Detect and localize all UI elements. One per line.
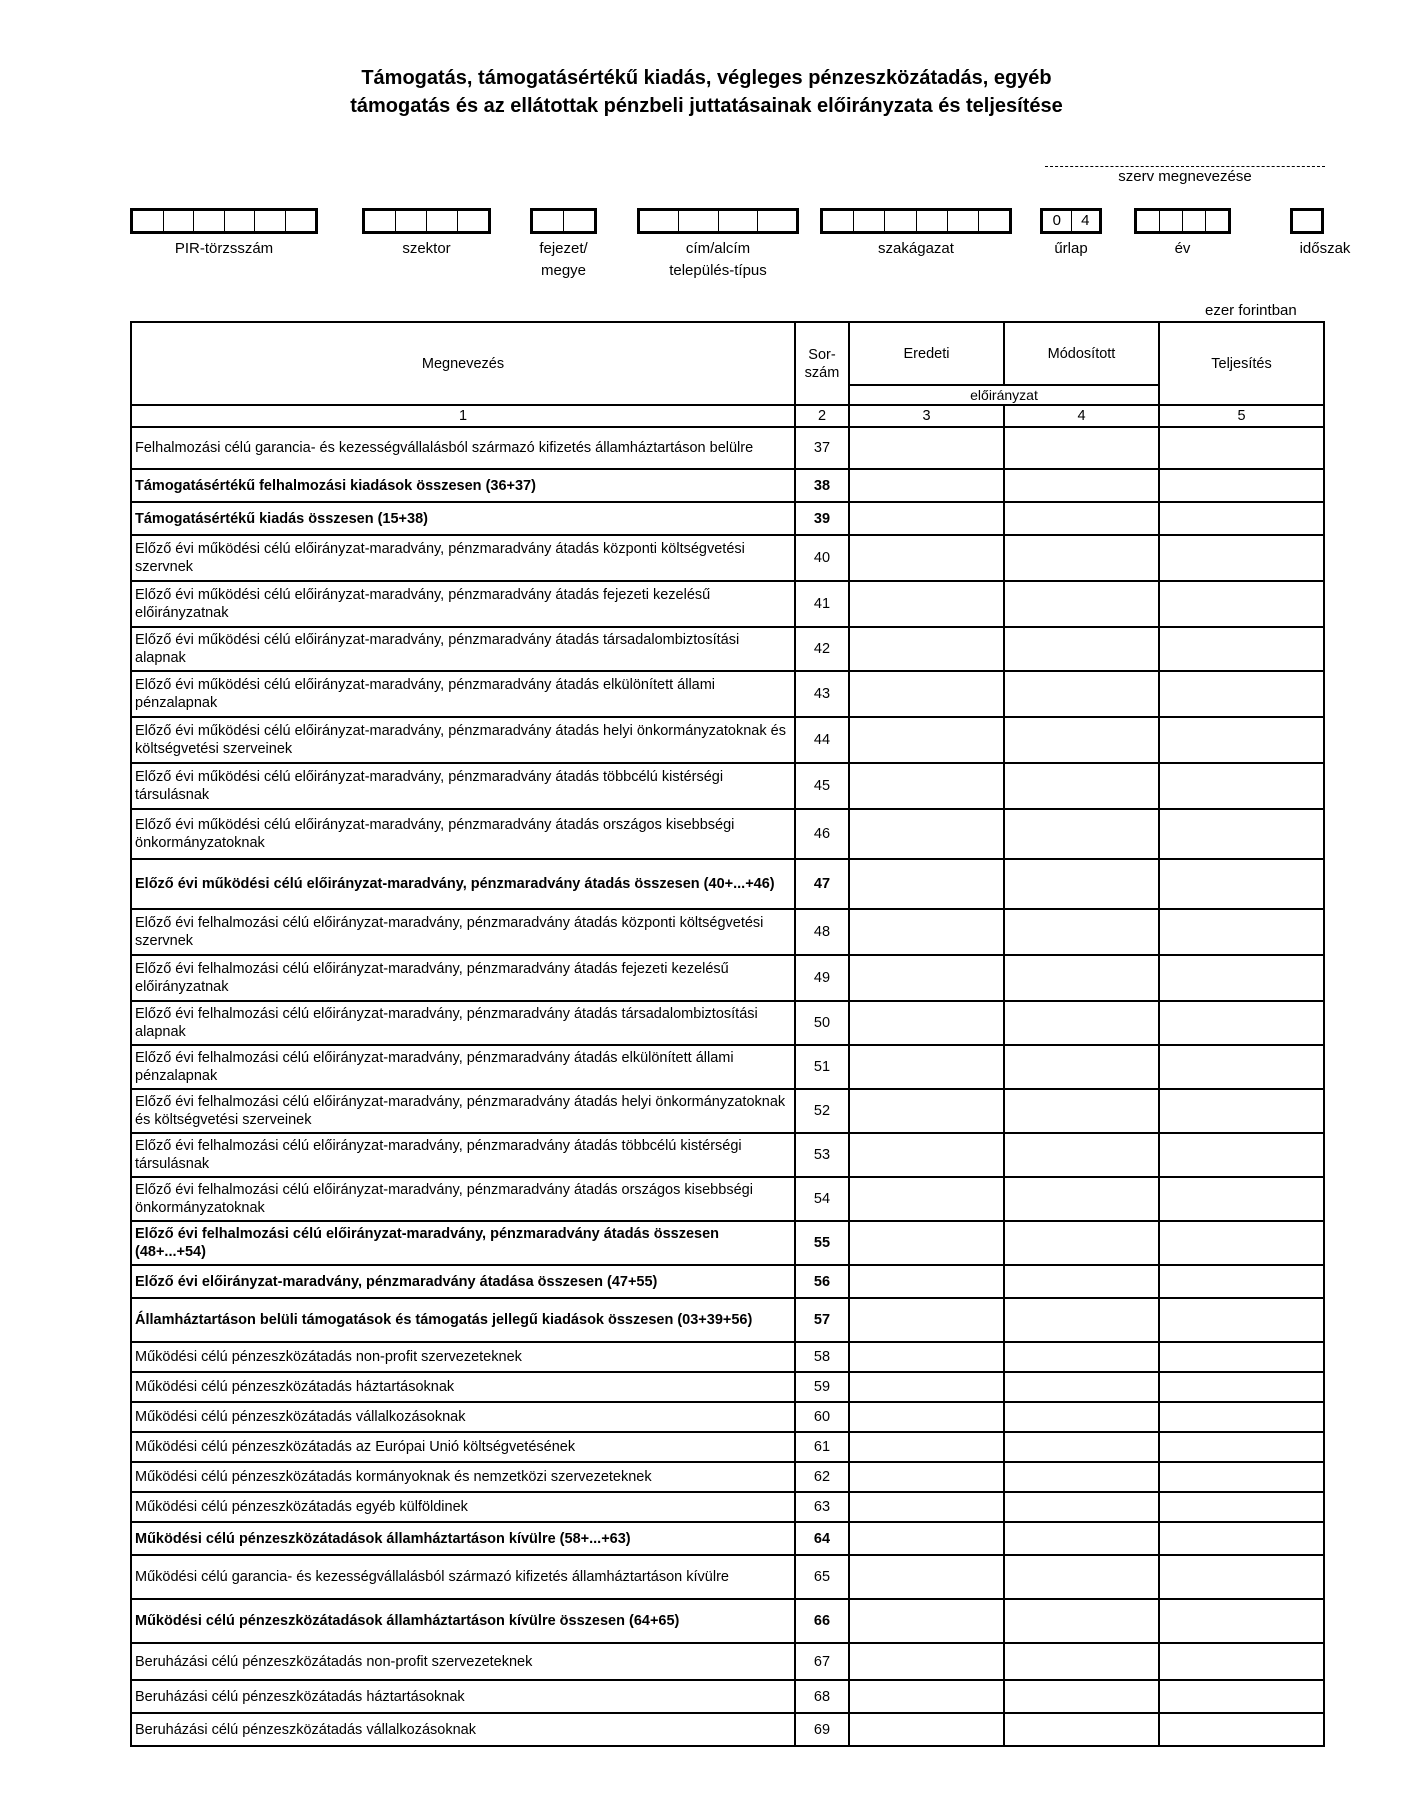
value-cell-teljesites[interactable] bbox=[1159, 955, 1324, 1001]
row-number: 47 bbox=[795, 859, 849, 909]
table-row bbox=[131, 427, 1324, 469]
col-number-3: 3 bbox=[849, 405, 1004, 427]
table-row bbox=[131, 469, 1324, 502]
col-number-5: 5 bbox=[1159, 405, 1324, 427]
header-eredeti: Eredeti bbox=[849, 322, 1004, 385]
value-cell-eredeti[interactable] bbox=[849, 1432, 1004, 1462]
value-cell-teljesites[interactable] bbox=[1159, 1342, 1324, 1372]
value-cell-teljesites[interactable] bbox=[1159, 1492, 1324, 1522]
table-row bbox=[131, 909, 1324, 955]
value-cell-eredeti[interactable] bbox=[849, 1643, 1004, 1680]
value-cell-eredeti[interactable] bbox=[849, 955, 1004, 1001]
table-row bbox=[131, 671, 1324, 717]
row-number: 58 bbox=[795, 1342, 849, 1372]
value-cell-eredeti[interactable] bbox=[849, 1555, 1004, 1599]
row-number: 68 bbox=[795, 1680, 849, 1713]
value-cell-modositott[interactable] bbox=[1004, 1462, 1159, 1492]
form-title-line-2: támogatás és az ellátottak pénzbeli juttatásainak előirányzata és teljesítése bbox=[350, 95, 1063, 117]
value-cell-eredeti[interactable] bbox=[849, 469, 1004, 502]
code-digit-cell[interactable] bbox=[1293, 211, 1321, 231]
row-description: Működési célú garancia- és kezességvállalásból származó kifizetés államháztartáson kívülre bbox=[131, 1555, 795, 1599]
value-cell-teljesites[interactable] bbox=[1159, 1221, 1324, 1265]
value-cell-modositott[interactable] bbox=[1004, 427, 1159, 469]
value-cell-teljesites[interactable] bbox=[1159, 1462, 1324, 1492]
value-cell-modositott[interactable] bbox=[1004, 955, 1159, 1001]
code-digit-cell[interactable] bbox=[948, 211, 979, 231]
value-cell-eredeti[interactable] bbox=[849, 717, 1004, 763]
row-description: Működési célú pénzeszközátadás egyéb külföldinek bbox=[131, 1492, 795, 1522]
value-cell-eredeti[interactable] bbox=[849, 1402, 1004, 1432]
value-cell-modositott[interactable] bbox=[1004, 1680, 1159, 1713]
code-digit-cell[interactable] bbox=[1206, 211, 1228, 231]
table-row bbox=[131, 1643, 1324, 1680]
row-description: Előző évi működési célú előirányzat-maradvány, pénzmaradvány átadás fejezeti kezelésű előirányzatnak bbox=[131, 581, 795, 627]
value-cell-teljesites[interactable] bbox=[1159, 1402, 1324, 1432]
row-number: 45 bbox=[795, 763, 849, 809]
code-digit-cell[interactable] bbox=[1160, 211, 1183, 231]
row-number: 43 bbox=[795, 671, 849, 717]
row-number: 42 bbox=[795, 627, 849, 671]
value-cell-eredeti[interactable] bbox=[849, 1089, 1004, 1133]
table-row bbox=[131, 1680, 1324, 1713]
value-cell-teljesites[interactable] bbox=[1159, 859, 1324, 909]
table-row bbox=[131, 1432, 1324, 1462]
value-cell-modositott[interactable] bbox=[1004, 1265, 1159, 1298]
row-number: 61 bbox=[795, 1432, 849, 1462]
row-number: 53 bbox=[795, 1133, 849, 1177]
code-label-2: szektor bbox=[402, 240, 451, 257]
row-description: Működési célú pénzeszközátadás kormányoknak és nemzetközi szervezeteknek bbox=[131, 1462, 795, 1492]
code-digit-cell[interactable] bbox=[640, 211, 679, 231]
row-description: Működési célú pénzeszközátadások államháztartáson kívülre (58+...+63) bbox=[131, 1522, 795, 1555]
row-description: Előző évi működési célú előirányzat-maradvány, pénzmaradvány átadás elkülönített állami pénzalapnak bbox=[131, 671, 795, 717]
table-row bbox=[131, 1402, 1324, 1432]
row-description: Támogatásértékű felhalmozási kiadások összesen (36+37) bbox=[131, 469, 795, 502]
value-cell-eredeti[interactable] bbox=[849, 763, 1004, 809]
row-number: 60 bbox=[795, 1402, 849, 1432]
unit-label: ezer forintban bbox=[1205, 302, 1297, 319]
value-cell-modositott[interactable] bbox=[1004, 1522, 1159, 1555]
value-cell-eredeti[interactable] bbox=[849, 581, 1004, 627]
table-row bbox=[131, 763, 1324, 809]
row-number: 49 bbox=[795, 955, 849, 1001]
col-number-2: 2 bbox=[795, 405, 849, 427]
row-description: Beruházási célú pénzeszközátadás vállalkozásoknak bbox=[131, 1713, 795, 1746]
value-cell-eredeti[interactable] bbox=[849, 671, 1004, 717]
row-number: 55 bbox=[795, 1221, 849, 1265]
row-description: Működési célú pénzeszközátadás az Európai Unió költségvetésének bbox=[131, 1432, 795, 1462]
table-row bbox=[131, 535, 1324, 581]
row-description: Előző évi működési célú előirányzat-maradvány, pénzmaradvány átadás társadalombiztosítási alapnak bbox=[131, 627, 795, 671]
value-cell-eredeti[interactable] bbox=[849, 627, 1004, 671]
value-cell-modositott[interactable] bbox=[1004, 809, 1159, 859]
code-digit-cell[interactable] bbox=[164, 211, 195, 231]
code-digit-cell[interactable] bbox=[823, 211, 854, 231]
value-cell-eredeti[interactable] bbox=[849, 1177, 1004, 1221]
value-cell-teljesites[interactable] bbox=[1159, 469, 1324, 502]
code-box-4[interactable] bbox=[637, 208, 799, 234]
org-name-label: szerv megnevezése bbox=[1118, 168, 1252, 185]
value-cell-teljesites[interactable] bbox=[1159, 1599, 1324, 1643]
code-box-2[interactable] bbox=[362, 208, 491, 234]
value-cell-modositott[interactable] bbox=[1004, 1298, 1159, 1342]
code-label-6: űrlap bbox=[1054, 240, 1088, 257]
code-label-4: cím/alcím település-típus bbox=[669, 240, 767, 279]
value-cell-modositott[interactable] bbox=[1004, 763, 1159, 809]
code-digit-cell[interactable] bbox=[854, 211, 885, 231]
row-number: 54 bbox=[795, 1177, 849, 1221]
value-cell-modositott[interactable] bbox=[1004, 469, 1159, 502]
row-description: Előző évi felhalmozási célú előirányzat-maradvány, pénzmaradvány átadás helyi önkormányzatoknak és költségvetési szerveinek bbox=[131, 1089, 795, 1133]
table-row bbox=[131, 1045, 1324, 1089]
row-description: Előző évi felhalmozási célú előirányzat-maradvány, pénzmaradvány átadás társadalombiztosítási alapnak bbox=[131, 1001, 795, 1045]
row-description: Beruházási célú pénzeszközátadás háztartásoknak bbox=[131, 1680, 795, 1713]
table-row bbox=[131, 1713, 1324, 1746]
value-cell-eredeti[interactable] bbox=[849, 535, 1004, 581]
row-description: Előző évi működési célú előirányzat-maradvány, pénzmaradvány átadás összesen (40+...+46) bbox=[131, 859, 795, 909]
value-cell-modositott[interactable] bbox=[1004, 1492, 1159, 1522]
value-cell-eredeti[interactable] bbox=[849, 809, 1004, 859]
value-cell-modositott[interactable] bbox=[1004, 1555, 1159, 1599]
value-cell-teljesites[interactable] bbox=[1159, 1713, 1324, 1746]
value-cell-modositott[interactable] bbox=[1004, 909, 1159, 955]
value-cell-teljesites[interactable] bbox=[1159, 1432, 1324, 1462]
value-cell-eredeti[interactable] bbox=[849, 502, 1004, 535]
code-digit-cell[interactable] bbox=[885, 211, 916, 231]
value-cell-eredeti[interactable] bbox=[849, 1342, 1004, 1372]
header-megnevezes: Megnevezés bbox=[131, 322, 795, 405]
value-cell-teljesites[interactable] bbox=[1159, 502, 1324, 535]
code-digit-cell[interactable]: 4 bbox=[1081, 212, 1090, 229]
table-row bbox=[131, 955, 1324, 1001]
value-cell-teljesites[interactable] bbox=[1159, 581, 1324, 627]
table-row bbox=[131, 1133, 1324, 1177]
row-description: Beruházási célú pénzeszközátadás non-profit szervezeteknek bbox=[131, 1643, 795, 1680]
code-digit-cell[interactable] bbox=[396, 211, 427, 231]
row-number: 64 bbox=[795, 1522, 849, 1555]
table-row bbox=[131, 859, 1324, 909]
row-description: Előző évi felhalmozási célú előirányzat-maradvány, pénzmaradvány átadás összesen (48+...+54) bbox=[131, 1221, 795, 1265]
value-cell-modositott[interactable] bbox=[1004, 1372, 1159, 1402]
value-cell-eredeti[interactable] bbox=[849, 1680, 1004, 1713]
code-digit-cell[interactable] bbox=[286, 211, 316, 231]
table-row bbox=[131, 1089, 1324, 1133]
value-cell-teljesites[interactable] bbox=[1159, 1089, 1324, 1133]
row-number: 50 bbox=[795, 1001, 849, 1045]
code-digit-cell[interactable] bbox=[679, 211, 718, 231]
value-cell-eredeti[interactable] bbox=[849, 427, 1004, 469]
row-description: Előző évi felhalmozási célú előirányzat-maradvány, pénzmaradvány átadás elkülönített állami pénzalapnak bbox=[131, 1045, 795, 1089]
value-cell-modositott[interactable] bbox=[1004, 1001, 1159, 1045]
value-cell-teljesites[interactable] bbox=[1159, 535, 1324, 581]
table-row bbox=[131, 1555, 1324, 1599]
header-eloiranyzat: előirányzat bbox=[849, 385, 1159, 405]
row-description: Felhalmozási célú garancia- és kezességvállalásból származó kifizetés államháztartáson belülre bbox=[131, 427, 795, 469]
value-cell-teljesites[interactable] bbox=[1159, 909, 1324, 955]
value-cell-modositott[interactable] bbox=[1004, 502, 1159, 535]
code-digit-cell[interactable]: 0 bbox=[1043, 211, 1072, 231]
table-row bbox=[131, 1298, 1324, 1342]
value-cell-modositott[interactable] bbox=[1004, 859, 1159, 909]
value-cell-eredeti[interactable] bbox=[849, 1599, 1004, 1643]
row-number: 56 bbox=[795, 1265, 849, 1298]
row-number: 51 bbox=[795, 1045, 849, 1089]
code-digit-cell[interactable] bbox=[917, 211, 948, 231]
table-row bbox=[131, 1342, 1324, 1372]
table-row bbox=[131, 1265, 1324, 1298]
value-cell-eredeti[interactable] bbox=[849, 1522, 1004, 1555]
row-description: Előző évi felhalmozási célú előirányzat-maradvány, pénzmaradvány átadás országos kisebbségi önkormányzatoknak bbox=[131, 1177, 795, 1221]
header-modositott: Módosított bbox=[1004, 322, 1159, 385]
row-description: Működési célú pénzeszközátadás háztartásoknak bbox=[131, 1372, 795, 1402]
code-digit-cell[interactable] bbox=[758, 211, 796, 231]
table-row bbox=[131, 1221, 1324, 1265]
value-cell-teljesites[interactable] bbox=[1159, 1177, 1324, 1221]
code-digit-cell[interactable] bbox=[133, 211, 164, 231]
code-box-8[interactable] bbox=[1290, 208, 1324, 234]
table-row bbox=[131, 627, 1324, 671]
code-digit-cell[interactable] bbox=[365, 211, 396, 231]
value-cell-teljesites[interactable] bbox=[1159, 1045, 1324, 1089]
header-sorszam: Sor- szám bbox=[795, 322, 849, 405]
code-digit-cell[interactable] bbox=[979, 211, 1009, 231]
table-row bbox=[131, 1522, 1324, 1555]
row-number: 44 bbox=[795, 717, 849, 763]
table-row bbox=[131, 717, 1324, 763]
value-cell-modositott[interactable] bbox=[1004, 671, 1159, 717]
row-number: 48 bbox=[795, 909, 849, 955]
header-teljesites: Teljesítés bbox=[1159, 322, 1324, 405]
data-table bbox=[130, 321, 1325, 1747]
value-cell-teljesites[interactable] bbox=[1159, 1133, 1324, 1177]
row-number: 40 bbox=[795, 535, 849, 581]
table-row bbox=[131, 1177, 1324, 1221]
table-row bbox=[131, 502, 1324, 535]
value-cell-modositott[interactable] bbox=[1004, 1432, 1159, 1462]
value-cell-teljesites[interactable] bbox=[1159, 1680, 1324, 1713]
form-title-line-1: Támogatás, támogatásértékű kiadás, végleges pénzeszközátadás, egyéb bbox=[361, 67, 1052, 89]
table-row bbox=[131, 581, 1324, 627]
value-cell-eredeti[interactable] bbox=[849, 1372, 1004, 1402]
value-cell-modositott[interactable] bbox=[1004, 1177, 1159, 1221]
row-description: Előző évi előirányzat-maradvány, pénzmaradvány átadása összesen (47+55) bbox=[131, 1265, 795, 1298]
value-cell-modositott[interactable] bbox=[1004, 1045, 1159, 1089]
value-cell-teljesites[interactable] bbox=[1159, 1001, 1324, 1045]
value-cell-modositott[interactable] bbox=[1004, 1599, 1159, 1643]
code-digit-cell[interactable] bbox=[194, 211, 225, 231]
row-description: Előző évi működési célú előirányzat-maradvány, pénzmaradvány átadás országos kisebbségi önkormányzatoknak bbox=[131, 809, 795, 859]
row-description: Előző évi felhalmozási célú előirányzat-maradvány, pénzmaradvány átadás fejezeti kezelésű előirányzatnak bbox=[131, 955, 795, 1001]
code-digit-cell[interactable] bbox=[225, 211, 256, 231]
table-row bbox=[131, 1492, 1324, 1522]
value-cell-teljesites[interactable] bbox=[1159, 1372, 1324, 1402]
code-label-5: szakágazat bbox=[878, 240, 954, 257]
code-box-1[interactable] bbox=[130, 208, 318, 234]
value-cell-eredeti[interactable] bbox=[849, 859, 1004, 909]
value-cell-eredeti[interactable] bbox=[849, 1045, 1004, 1089]
code-box-5[interactable] bbox=[820, 208, 1012, 234]
code-label-3: fejezet/ megye bbox=[539, 240, 588, 279]
value-cell-modositott[interactable] bbox=[1004, 1643, 1159, 1680]
value-cell-teljesites[interactable] bbox=[1159, 671, 1324, 717]
value-cell-teljesites[interactable] bbox=[1159, 1265, 1324, 1298]
value-cell-teljesites[interactable] bbox=[1159, 717, 1324, 763]
code-digit-cell[interactable] bbox=[427, 211, 458, 231]
col-number-4: 4 bbox=[1004, 405, 1159, 427]
code-label-7: év bbox=[1174, 240, 1191, 257]
row-number: 41 bbox=[795, 581, 849, 627]
row-number: 52 bbox=[795, 1089, 849, 1133]
value-cell-teljesites[interactable] bbox=[1159, 1643, 1324, 1680]
row-number: 62 bbox=[795, 1462, 849, 1492]
value-cell-modositott[interactable] bbox=[1004, 627, 1159, 671]
value-cell-modositott[interactable] bbox=[1004, 1713, 1159, 1746]
code-box-3[interactable] bbox=[530, 208, 597, 234]
code-label-1: PIR-törzsszám bbox=[174, 240, 274, 257]
org-name-field[interactable] bbox=[1045, 166, 1325, 167]
value-cell-modositott[interactable] bbox=[1004, 1133, 1159, 1177]
row-number: 66 bbox=[795, 1599, 849, 1643]
row-number: 67 bbox=[795, 1643, 849, 1680]
value-cell-eredeti[interactable] bbox=[849, 1713, 1004, 1746]
value-cell-modositott[interactable] bbox=[1004, 717, 1159, 763]
table-row bbox=[131, 809, 1324, 859]
row-number: 37 bbox=[795, 427, 849, 469]
value-cell-eredeti[interactable] bbox=[849, 1221, 1004, 1265]
table-row bbox=[131, 1462, 1324, 1492]
value-cell-teljesites[interactable] bbox=[1159, 427, 1324, 469]
code-digit-cell[interactable] bbox=[533, 211, 564, 231]
row-number: 46 bbox=[795, 809, 849, 859]
row-number: 63 bbox=[795, 1492, 849, 1522]
code-digit-cell[interactable] bbox=[458, 211, 488, 231]
row-number: 65 bbox=[795, 1555, 849, 1599]
code-digit-cell[interactable] bbox=[564, 211, 594, 231]
code-box-7[interactable] bbox=[1134, 208, 1231, 234]
row-number: 39 bbox=[795, 502, 849, 535]
value-cell-eredeti[interactable] bbox=[849, 909, 1004, 955]
value-cell-eredeti[interactable] bbox=[849, 1133, 1004, 1177]
value-cell-modositott[interactable] bbox=[1004, 1221, 1159, 1265]
value-cell-modositott[interactable] bbox=[1004, 1402, 1159, 1432]
row-description: Államháztartáson belüli támogatások és támogatás jellegű kiadások összesen (03+39+56) bbox=[131, 1298, 795, 1342]
row-number: 69 bbox=[795, 1713, 849, 1746]
value-cell-modositott[interactable] bbox=[1004, 1342, 1159, 1372]
value-cell-modositott[interactable] bbox=[1004, 535, 1159, 581]
value-cell-teljesites[interactable] bbox=[1159, 1522, 1324, 1555]
value-cell-eredeti[interactable] bbox=[849, 1298, 1004, 1342]
value-cell-eredeti[interactable] bbox=[849, 1001, 1004, 1045]
table-row bbox=[131, 1001, 1324, 1045]
row-number: 38 bbox=[795, 469, 849, 502]
row-description: Előző évi működési célú előirányzat-maradvány, pénzmaradvány átadás helyi önkormányzatoknak és költségvetési szerveinek bbox=[131, 717, 795, 763]
value-cell-eredeti[interactable] bbox=[849, 1492, 1004, 1522]
value-cell-modositott[interactable] bbox=[1004, 581, 1159, 627]
row-description: Előző évi működési célú előirányzat-maradvány, pénzmaradvány átadás többcélú kistérségi társulásnak bbox=[131, 763, 795, 809]
code-label-8: időszak bbox=[1299, 240, 1351, 257]
row-description: Előző évi felhalmozási célú előirányzat-maradvány, pénzmaradvány átadás központi költségvetési szervnek bbox=[131, 909, 795, 955]
row-description: Támogatásértékű kiadás összesen (15+38) bbox=[131, 502, 795, 535]
table-row bbox=[131, 1372, 1324, 1402]
value-cell-teljesites[interactable] bbox=[1159, 627, 1324, 671]
code-digit-cell[interactable] bbox=[255, 211, 286, 231]
table-row bbox=[131, 1599, 1324, 1643]
value-cell-eredeti[interactable] bbox=[849, 1265, 1004, 1298]
code-box-6[interactable] bbox=[1040, 208, 1102, 234]
value-cell-teljesites[interactable] bbox=[1159, 1298, 1324, 1342]
code-digit-cell[interactable] bbox=[1137, 211, 1160, 231]
row-description: Működési célú pénzeszközátadás non-profit szervezeteknek bbox=[131, 1342, 795, 1372]
row-description: Előző évi felhalmozási célú előirányzat-maradvány, pénzmaradvány átadás többcélú kistérségi társulásnak bbox=[131, 1133, 795, 1177]
code-digit-cell[interactable] bbox=[719, 211, 758, 231]
value-cell-teljesites[interactable] bbox=[1159, 1555, 1324, 1599]
value-cell-eredeti[interactable] bbox=[849, 1462, 1004, 1492]
value-cell-modositott[interactable] bbox=[1004, 1089, 1159, 1133]
row-description: Előző évi működési célú előirányzat-maradvány, pénzmaradvány átadás központi költségvetési szervnek bbox=[131, 535, 795, 581]
value-cell-teljesites[interactable] bbox=[1159, 809, 1324, 859]
code-digit-cell[interactable] bbox=[1183, 211, 1206, 231]
row-description: Működési célú pénzeszközátadás vállalkozásoknak bbox=[131, 1402, 795, 1432]
row-number: 57 bbox=[795, 1298, 849, 1342]
value-cell-teljesites[interactable] bbox=[1159, 763, 1324, 809]
col-number-1: 1 bbox=[131, 405, 795, 427]
row-number: 59 bbox=[795, 1372, 849, 1402]
row-description: Működési célú pénzeszközátadások államháztartáson kívülre összesen (64+65) bbox=[131, 1599, 795, 1643]
